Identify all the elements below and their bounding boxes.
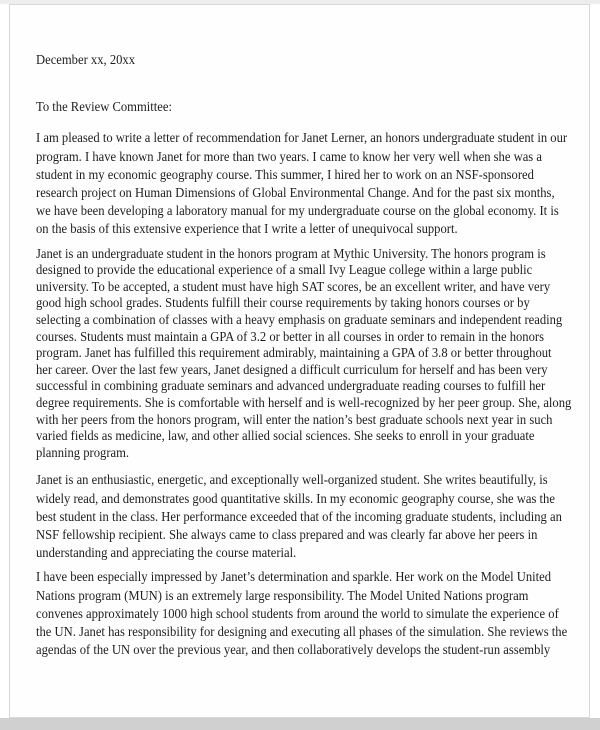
letter-line: on the basis of this extensive experience that I write a letter of unequivocal support. [36,222,458,238]
letter-line: good high school grades. Students fulfill their course requirements by taking honors courses or by [36,296,530,312]
letter-line: Janet is an enthusiastic, energetic, and exceptionally well-organized student. She writes beautifully, is [36,473,548,489]
letter-content [36,52,585,660]
letter-paragraph [36,130,585,239]
letter-line: program. Janet has fulfilled this requirement admirably, maintaining a GPA of 3.8 or better throughout [36,346,552,362]
letter-line: program. I have known Janet for more than two years. I came to know her very well when she was a [36,149,542,165]
letter-line: courses. Students must maintain a GPA of 3.2 or better in all courses in order to remain in the honors [36,329,545,345]
letter-line: Nations program (MUN) is an extremely large responsibility. The Model United Nations program [36,588,529,604]
letter-line: the UN. Janet has responsibility for designing and executing all phases of the simulation. She reviews the [36,624,568,640]
letter-line: with her peers from the honors program, will enter the nation’s best graduate schools next year in such [36,412,553,428]
letter-line: Janet is an undergraduate student in the honors program at Mythic University. The honors program is [36,246,546,262]
letter-line: successful in combining graduate seminars and advanced undergraduate reading courses to fulfill her [36,379,546,395]
letter-salutation: To the Review Committee: [36,100,172,116]
letter-line: NSF fellowship recipient. She always came to class prepared and was clearly far above her peers in [36,527,538,543]
letter-line: widely read, and demonstrates good quantitative skills. In my economic geography course, she was the [36,491,555,507]
letter-date: December xx, 20xx [36,53,136,68]
letter-line: university. To be accepted, a student must have high SAT scores, be an excellent writer, and have very [36,279,551,295]
letter-line: convenes approximately 1000 high school students from around the world to simulate the experience of [36,606,559,622]
letter-line: planning program. [36,445,130,461]
letter-paragraph [36,569,585,660]
letter-line: I am pleased to write a letter of recommendation for Janet Lerner, an honors undergraduate student in our [36,131,568,147]
letter-line: designed to provide the educational experience of a small Ivy League college within a large public [36,263,533,279]
letter-line: degree requirements. She is comfortable with herself and is well-recognized by her peer group. She, along [36,395,572,411]
letter-line: varied fields as medicine, law, and other allied social sciences. She seeks to enroll in your graduate [36,429,535,445]
letter-line: best student in the class. Her performance exceeded that of the incoming graduate students, including an [36,509,562,525]
letter-line: selecting a combination of classes with a heavy emphasis on graduate seminars and independent reading [36,313,563,328]
letter-body [36,130,585,660]
letter-line: understanding and appreciating the course material. [36,546,297,562]
page-outside-bottom [0,718,600,730]
letter-line: agendas of the UN over the previous year, and then collaboratively develops the student-run assembly [36,643,551,659]
letter-paragraph [36,472,585,563]
letter-line: her career. Over the last few years, Janet designed a difficult curriculum for herself and has been very [36,362,548,378]
letter-line: student in my economic geography course. This summer, I hired her to work on an NSF-sponsored [36,167,534,183]
letter-page [9,4,590,718]
letter-line: research project on Human Dimensions of Global Environmental Change. And for the past six months, [36,186,555,202]
letter-line: we have been developing a laboratory manual for my undergraduate course on the global economy. It is [36,204,559,220]
letter-line: I have been especially impressed by Janet’s determination and sparkle. Her work on the Model United [36,570,552,586]
letter-paragraph [36,247,585,463]
